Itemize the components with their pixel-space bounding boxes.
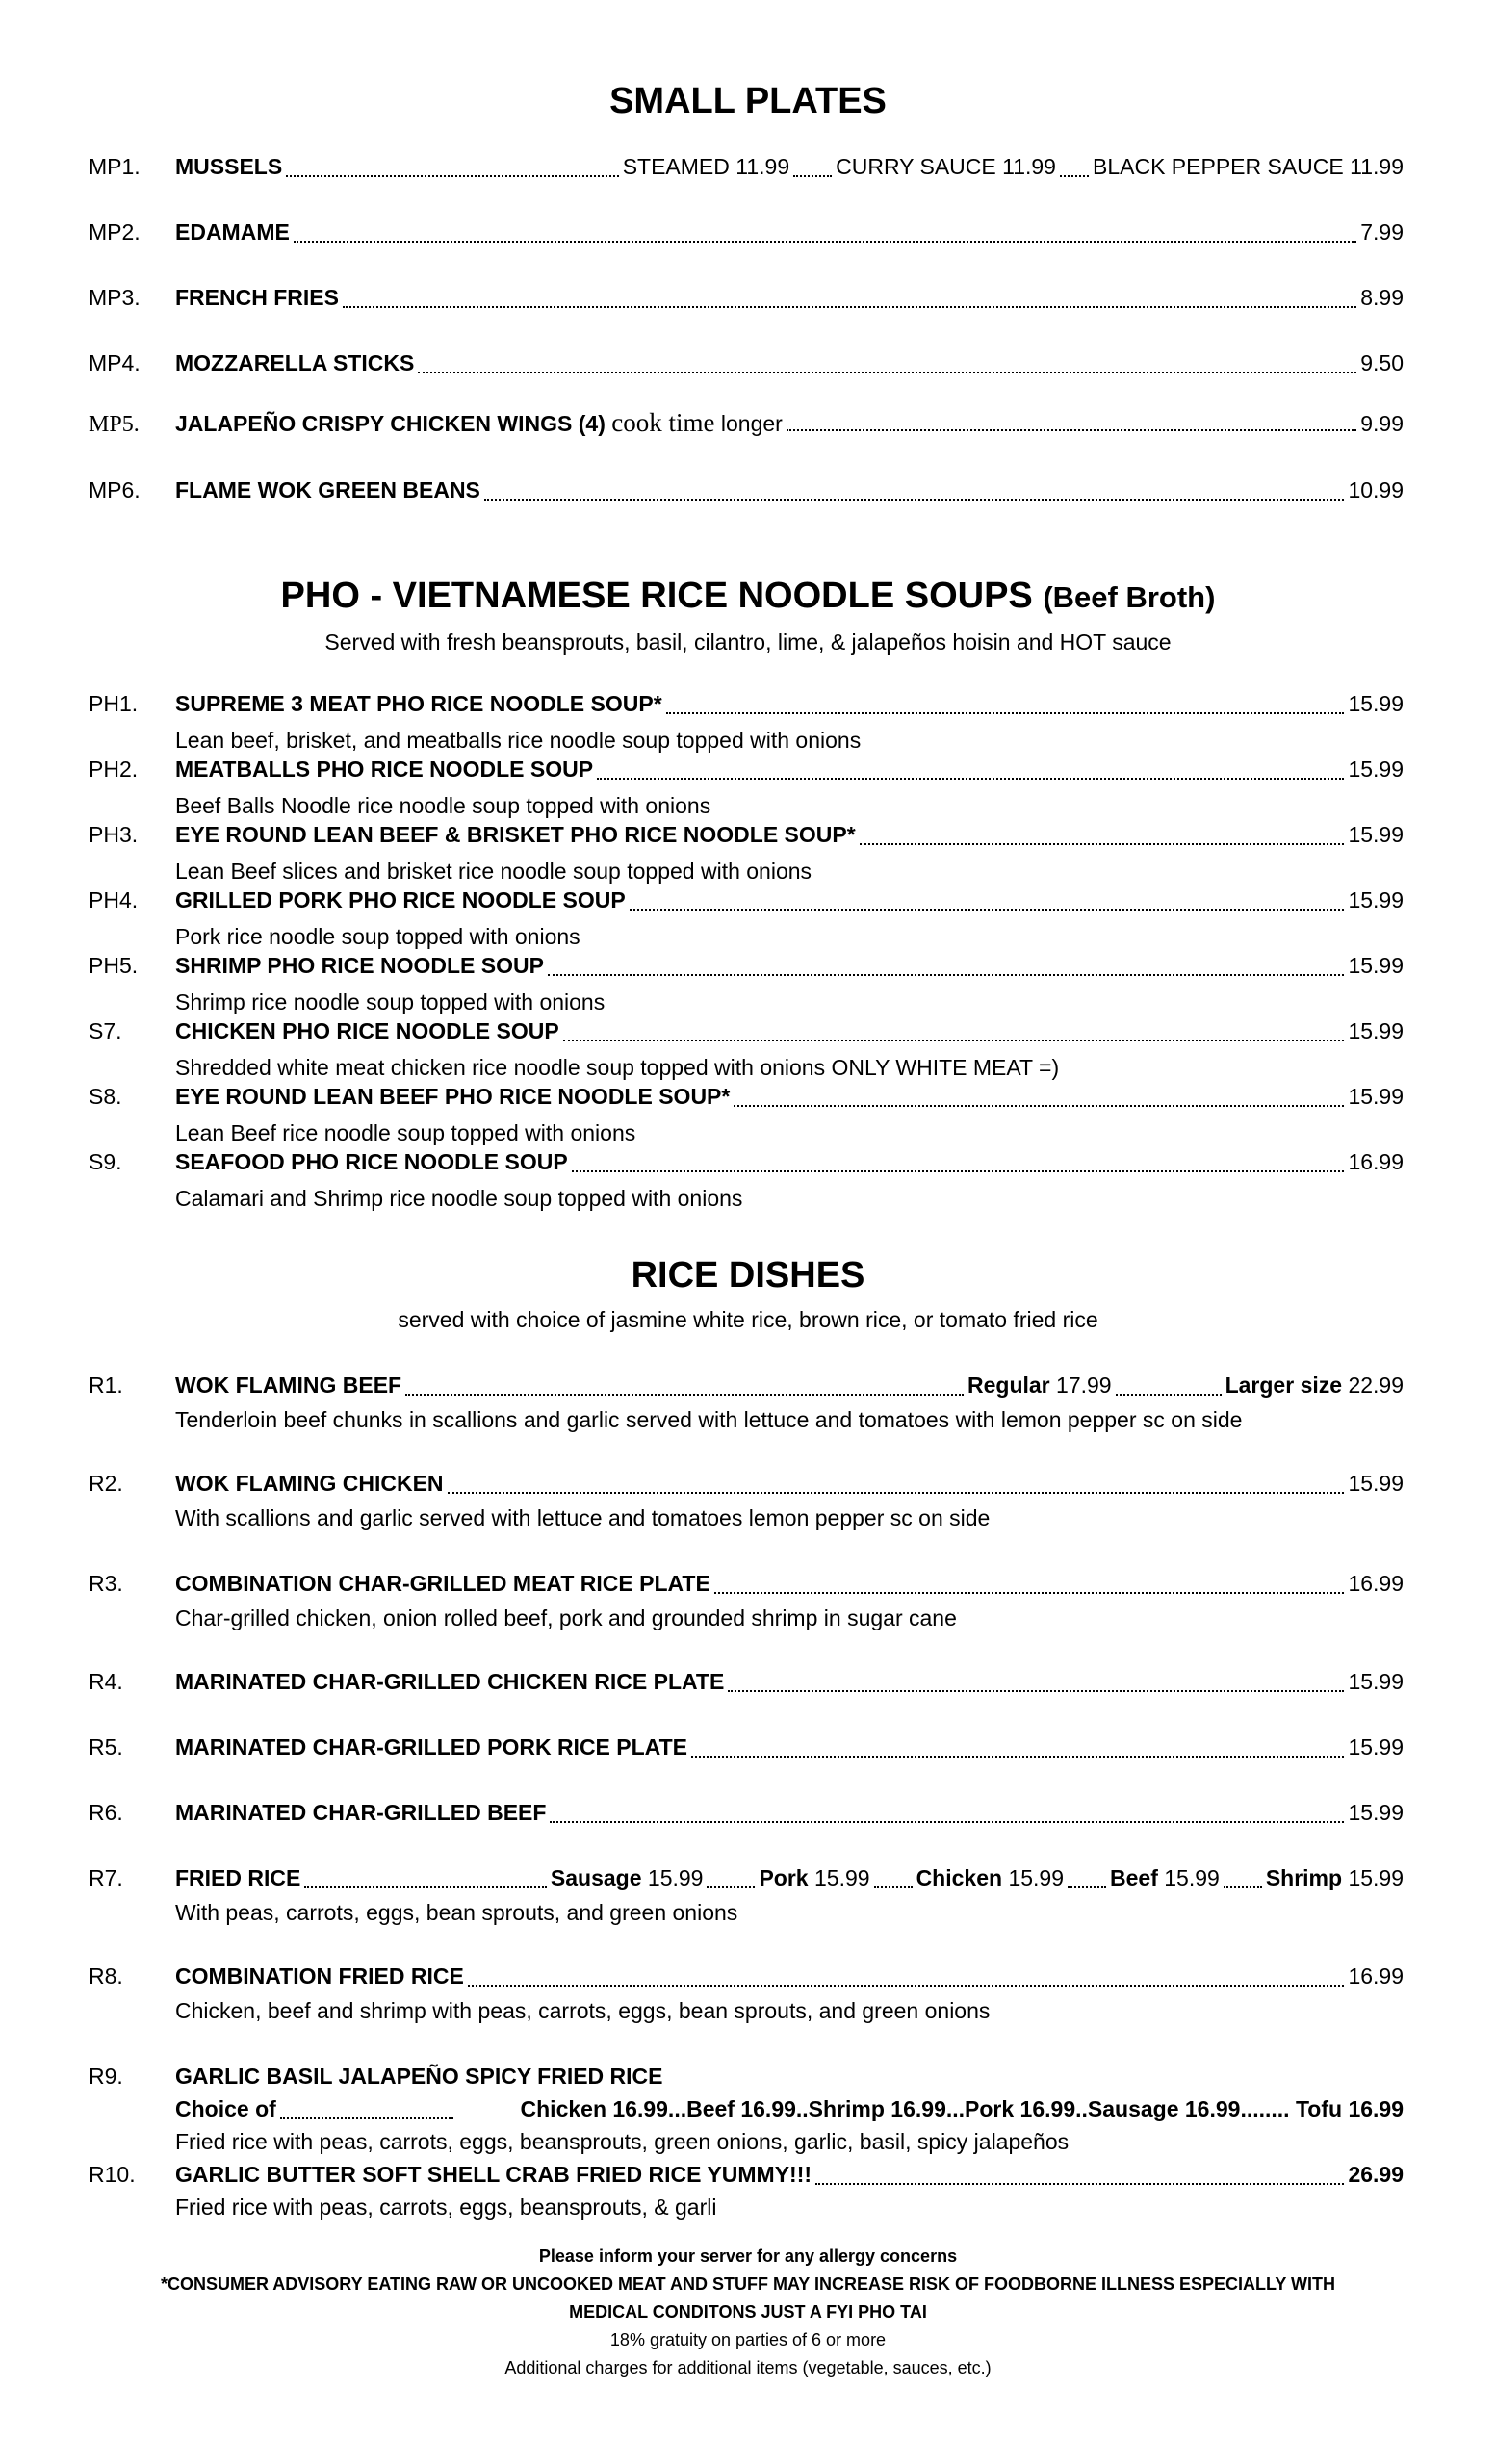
dot-leader [1224, 1886, 1262, 1888]
item-name: JALAPEÑO CRISPY CHICKEN WINGS (4) [175, 411, 606, 436]
item-code: S7. [89, 1018, 122, 1043]
item-code: R8. [89, 1964, 123, 1989]
item-code: R6. [89, 1800, 123, 1825]
item-price: 26.99 [1348, 2162, 1404, 2187]
item-code: R7. [89, 1865, 123, 1890]
item-note: cook time [611, 408, 715, 437]
item-price: 15.99 [1348, 1800, 1404, 1825]
option-price: 11.99 [1350, 154, 1404, 179]
item-description: Pork rice noodle soup topped with onions [175, 924, 580, 949]
item-code: S9. [89, 1149, 122, 1174]
dot-leader [468, 1985, 1345, 1987]
dot-leader [734, 1105, 1344, 1107]
menu-item-mp2 [89, 219, 1404, 252]
item-name: EDAMAME [175, 219, 290, 244]
footer-notes [0, 2243, 1496, 2382]
item-price: 15.99 [1348, 1471, 1404, 1496]
menu-item-r1 [89, 1373, 1404, 1405]
item-price: 16.99 [1348, 1149, 1404, 1174]
option-price: 15.99 [814, 1865, 870, 1890]
dot-leader [286, 175, 619, 177]
item-code: R5. [89, 1734, 123, 1759]
dot-leader [563, 1040, 1345, 1041]
item-description: Tenderloin beef chunks in scallions and garlic served with lettuce and tomatoes with lemon pepper sc on side [175, 1407, 1243, 1432]
item-price: 15.99 [1348, 757, 1404, 782]
item-price: 15.99 [1348, 887, 1404, 912]
dot-leader [294, 241, 1356, 243]
item-name: FRIED RICE [175, 1865, 301, 1890]
menu-item-r9 [89, 2064, 1404, 2096]
menu-item-s8 [89, 1084, 1404, 1116]
item-price: 15.99 [1348, 953, 1404, 978]
item-code: MP2. [89, 219, 141, 244]
item-code: MP3. [89, 285, 141, 310]
item-name: MARINATED CHAR-GRILLED CHICKEN RICE PLATE [175, 1669, 725, 1694]
item-price: 9.50 [1360, 350, 1404, 375]
menu-item-r6 [89, 1800, 1404, 1833]
menu-item-mp1 [89, 154, 1404, 187]
item-name: MEATBALLS PHO RICE NOODLE SOUP [175, 757, 594, 782]
option-label: Pork [759, 1865, 809, 1890]
option-price: 15.99 [1164, 1865, 1220, 1890]
menu-item-mp4 [89, 350, 1404, 383]
dot-leader [280, 2118, 453, 2119]
menu-item-ph1 [89, 691, 1404, 724]
small-plates-title: SMALL PLATES [609, 81, 887, 121]
option-price: 15.99 [1008, 1865, 1064, 1890]
dot-leader [860, 843, 1345, 845]
menu-item-mp3 [89, 285, 1404, 318]
item-name: GARLIC BUTTER SOFT SHELL CRAB FRIED RICE YUMMY!!! [175, 2162, 812, 2187]
item-name: SEAFOOD PHO RICE NOODLE SOUP [175, 1149, 568, 1174]
dot-leader [448, 1492, 1345, 1494]
dot-leader [343, 306, 1356, 308]
item-name: SUPREME 3 MEAT PHO RICE NOODLE SOUP* [175, 691, 662, 716]
menu-item-r8 [89, 1964, 1404, 1996]
option-price: 11.99 [735, 154, 790, 179]
item-description: Fried rice with peas, carrots, eggs, beansprouts, green onions, garlic, basil, spicy jalapeños [175, 2129, 1070, 2154]
item-price: 16.99 [1348, 1571, 1404, 1596]
allergy-note: Please inform your server for any allergy concerns [538, 2246, 958, 2266]
item-name: SHRIMP PHO RICE NOODLE SOUP [175, 953, 544, 978]
gratuity-note: 18% gratuity on parties of 6 or more [609, 2330, 887, 2349]
item-name: EYE ROUND LEAN BEEF PHO RICE NOODLE SOUP* [175, 1084, 731, 1109]
dot-leader [874, 1886, 913, 1888]
menu-item-s9 [89, 1149, 1404, 1182]
choice-options: Chicken 16.99...Beef 16.99..Shrimp 16.99...Pork 16.99..Sausage 16.99........ Tofu 16.99 [520, 2096, 1404, 2121]
item-code: MP6. [89, 477, 141, 502]
option-price: 22.99 [1348, 1373, 1404, 1398]
item-code: MP5. [89, 412, 140, 437]
option-label: Beef [1110, 1865, 1158, 1890]
option-price: 15.99 [647, 1865, 704, 1890]
menu-item-mp6 [89, 477, 1404, 510]
option-label: Larger size [1225, 1373, 1343, 1398]
item-code: R10. [89, 2162, 136, 2187]
dot-leader [405, 1394, 964, 1396]
item-price: 15.99 [1348, 1734, 1404, 1759]
option-label: STEAMED [622, 154, 730, 179]
dot-leader [484, 499, 1345, 500]
rice-dishes-title: RICE DISHES [631, 1255, 865, 1296]
option-label: Sausage [550, 1865, 642, 1890]
item-code: PH3. [89, 822, 139, 847]
item-description: With scallions and garlic served with lettuce and tomatoes lemon pepper sc on side [175, 1505, 991, 1530]
option-label: Regular [967, 1373, 1050, 1398]
menu-item-mp5 [89, 408, 1404, 441]
menu-item-r4 [89, 1669, 1404, 1702]
pho-title [0, 576, 1496, 617]
item-name: FRENCH FRIES [175, 285, 339, 310]
option-price: 15.99 [1348, 1865, 1404, 1890]
item-code: PH4. [89, 887, 139, 912]
consumer-advisory-line-1: *CONSUMER ADVISORY EATING RAW OR UNCOOKED MEAT AND STUFF MAY INCREASE RISK OF FOODBORNE ILLNESS ESPECIALLY WITH [160, 2274, 1336, 2294]
menu-item-r3 [89, 1571, 1404, 1604]
item-code: R3. [89, 1571, 123, 1596]
menu-item-ph3 [89, 822, 1404, 855]
item-price: 8.99 [1360, 285, 1404, 310]
item-name: EYE ROUND LEAN BEEF & BRISKET PHO RICE NOODLE SOUP* [175, 822, 856, 847]
item-code: MP1. [89, 154, 141, 179]
option-label: Shrimp [1265, 1865, 1343, 1890]
item-description: Calamari and Shrimp rice noodle soup topped with onions [175, 1186, 743, 1211]
item-description: Char-grilled chicken, onion rolled beef, pork and grounded shrimp in sugar cane [175, 1605, 957, 1630]
item-price: 10.99 [1348, 477, 1404, 502]
item-description: Beef Balls Noodle rice noodle soup topped with onions [175, 793, 711, 818]
item-code: S8. [89, 1084, 122, 1109]
menu-item-r10 [89, 2162, 1404, 2194]
additional-charges-note: Additional charges for additional items (vegetable, sauces, etc.) [504, 2358, 992, 2377]
item-name: MUSSELS [175, 154, 283, 179]
dot-leader [418, 372, 1356, 373]
pho-title-suffix: (Beef Broth) [1043, 580, 1216, 614]
item-code: PH2. [89, 757, 139, 782]
item-description: Shredded white meat chicken rice noodle soup topped with onions ONLY WHITE MEAT =) [175, 1055, 1060, 1080]
option-price: 11.99 [1002, 154, 1056, 179]
item-code: R4. [89, 1669, 123, 1694]
item-name: WOK FLAMING BEEF [175, 1373, 402, 1398]
item-name: GARLIC BASIL JALAPEÑO SPICY FRIED RICE [175, 2064, 663, 2089]
dot-leader [793, 175, 832, 177]
item-name: CHICKEN PHO RICE NOODLE SOUP [175, 1018, 559, 1043]
consumer-advisory-line-2: MEDICAL CONDITONS JUST A FYI PHO TAI [569, 2302, 927, 2322]
dot-leader [691, 1756, 1344, 1758]
choice-label: Choice of [175, 2096, 276, 2121]
item-price: 15.99 [1348, 822, 1404, 847]
menu-item-ph5 [89, 953, 1404, 986]
item-code: MP4. [89, 350, 141, 375]
item-description: Shrimp rice noodle soup topped with onions [175, 989, 606, 1014]
menu-item-r2 [89, 1471, 1404, 1503]
item-name: MARINATED CHAR-GRILLED BEEF [175, 1800, 547, 1825]
dot-leader [1116, 1394, 1222, 1396]
item-description: With peas, carrots, eggs, bean sprouts, and green onions [175, 1900, 738, 1925]
item-description: Lean Beef rice noodle soup topped with onions [175, 1120, 636, 1145]
dot-leader [304, 1886, 547, 1888]
item-name: MARINATED CHAR-GRILLED PORK RICE PLATE [175, 1734, 687, 1759]
dot-leader [666, 712, 1345, 714]
rice-dishes-note: served with choice of jasmine white rice, brown rice, or tomato fried rice [398, 1307, 1098, 1332]
dot-leader [548, 974, 1344, 976]
item-name: COMBINATION CHAR-GRILLED MEAT RICE PLATE [175, 1571, 710, 1596]
dot-leader [630, 909, 1345, 911]
item-price: 15.99 [1348, 691, 1404, 716]
item-code: R9. [89, 2064, 123, 2089]
option-label: Chicken [916, 1865, 1003, 1890]
pho-title-text: PHO - VIETNAMESE RICE NOODLE SOUPS [280, 576, 1033, 616]
dot-leader [1068, 1886, 1106, 1888]
menu-item-s7 [89, 1018, 1404, 1051]
menu-item-r5 [89, 1734, 1404, 1767]
dot-leader [728, 1690, 1344, 1692]
item-price: 9.99 [1360, 411, 1404, 436]
item-code: R2. [89, 1471, 123, 1496]
item-description: Lean beef, brisket, and meatballs rice noodle soup topped with onions [175, 728, 862, 753]
dot-leader [787, 429, 1356, 431]
item-description: Lean Beef slices and brisket rice noodle soup topped with onions [175, 859, 812, 884]
item-price: 15.99 [1348, 1084, 1404, 1109]
item-description: Fried rice with peas, carrots, eggs, beansprouts, & garli [175, 2194, 717, 2220]
item-price: 15.99 [1348, 1669, 1404, 1694]
dot-leader [597, 778, 1344, 780]
item-name: MOZZARELLA STICKS [175, 350, 415, 375]
item-code: PH5. [89, 953, 139, 978]
menu-item-ph2 [89, 757, 1404, 789]
dot-leader [707, 1886, 755, 1888]
r9-choices [175, 2096, 1404, 2129]
dot-leader [815, 2183, 1344, 2185]
dot-leader [1060, 175, 1089, 177]
dot-leader [572, 1170, 1345, 1172]
option-price: 17.99 [1056, 1373, 1112, 1398]
item-price: 15.99 [1348, 1018, 1404, 1043]
option-label: BLACK PEPPER SAUCE [1092, 154, 1344, 179]
item-price: 16.99 [1348, 1964, 1404, 1989]
item-code: R1. [89, 1373, 123, 1398]
item-description: Chicken, beef and shrimp with peas, carrots, eggs, bean sprouts, and green onions [175, 1998, 991, 2023]
item-note: longer [720, 411, 783, 436]
item-code: PH1. [89, 691, 139, 716]
menu-item-r7 [89, 1865, 1404, 1898]
item-name: GRILLED PORK PHO RICE NOODLE SOUP [175, 887, 626, 912]
item-name: FLAME WOK GREEN BEANS [175, 477, 480, 502]
item-price: 7.99 [1360, 219, 1404, 244]
menu-item-ph4 [89, 887, 1404, 920]
item-name: WOK FLAMING CHICKEN [175, 1471, 444, 1496]
pho-note: Served with fresh beansprouts, basil, cilantro, lime, & jalapeños hoisin and HOT sauce [324, 629, 1172, 654]
item-name: COMBINATION FRIED RICE [175, 1964, 464, 1989]
option-label: CURRY SAUCE [836, 154, 996, 179]
dot-leader [714, 1592, 1345, 1594]
dot-leader [550, 1821, 1344, 1823]
